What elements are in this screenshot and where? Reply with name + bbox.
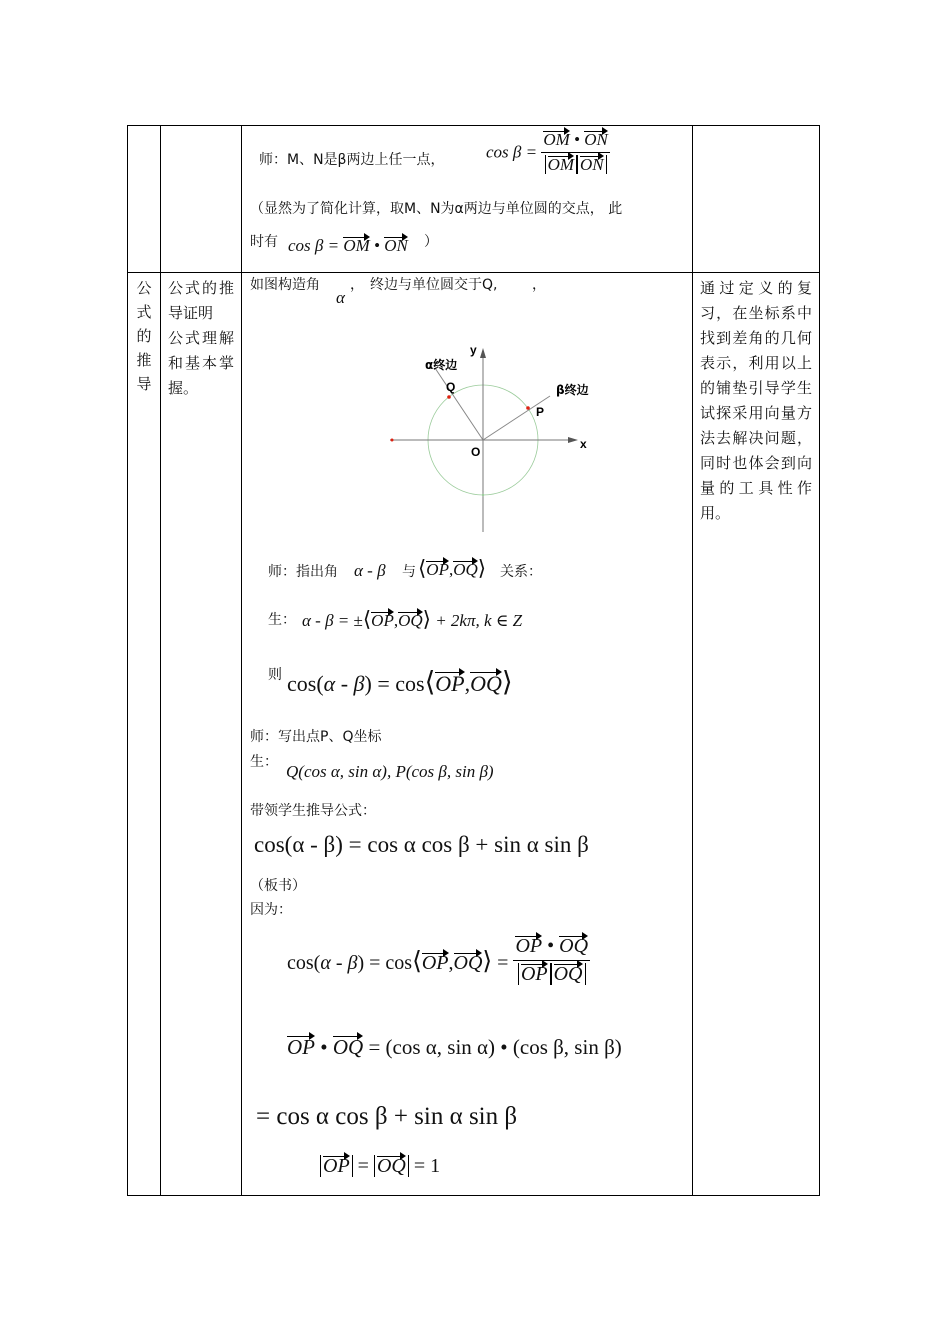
teacher-question-with: 与 <box>402 564 416 580</box>
table-bottom-border <box>127 1195 820 1196</box>
table-top-border <box>127 125 820 126</box>
student-answer-2-formula: Q(cos α, sin α), P(cos β, sin β) <box>286 762 494 781</box>
intro-tail: ， <box>532 277 546 293</box>
table-row-divider <box>127 272 820 273</box>
q-label: Q <box>446 380 456 394</box>
student-answer-1-prefix: 生： <box>268 612 296 628</box>
point-q <box>447 395 451 399</box>
table-col-divider-3 <box>692 125 693 1196</box>
label-char-3: 的 <box>136 327 152 345</box>
derivation-line-3: = cos α cos β + sin α sin β <box>256 1103 518 1130</box>
because-label: 因为： <box>250 902 292 918</box>
row1-cos-lhs: cos β = <box>486 142 538 162</box>
y-axis-label: y <box>470 343 477 357</box>
student-answer-1-formula: α - β = ±⟨OP,OQ⟩ + 2kπ, k ∈ Z <box>302 607 523 631</box>
teacher-question-2: 师：写出点P、Q坐标 <box>250 729 382 745</box>
intro-prefix: 如图构造角 <box>250 277 320 293</box>
beta-terminal-label: β终边 <box>556 383 589 397</box>
row1-fraction <box>541 130 610 175</box>
alpha-terminal-label: α终边 <box>425 358 458 372</box>
circle-bottom-mark <box>482 494 484 496</box>
table-col-divider-1 <box>160 125 161 1196</box>
main-formula: cos(α - β) = cos α cos β + sin α sin β <box>254 832 589 857</box>
label-char-4: 推 <box>136 351 152 369</box>
teacher-question-1: 师：指出角 <box>268 564 338 580</box>
x-axis-label: x <box>580 437 587 451</box>
label-char-2: 式 <box>136 303 152 321</box>
origin-label: O <box>471 445 481 459</box>
derivation-line-2: OP • OQ = (cos α, sin α) • (cos β, sin β) <box>287 1035 622 1059</box>
point-p <box>526 406 530 410</box>
objective-1: 公式的推导证明 <box>168 279 234 322</box>
x-axis-arrow <box>568 437 578 443</box>
student-answer-1-tail: + 2kπ, k ∈ Z <box>435 611 523 630</box>
alpha-terminal-side <box>435 368 483 440</box>
row1-note-close: ） <box>424 234 438 250</box>
table-left-border <box>127 125 128 1196</box>
derivation-line-1: cos(α - β) = cos⟨OP,OQ⟩ = $\frac{OP • OQ}{\text{OP OQ}}$ <box>287 935 589 985</box>
student-answer-2-prefix: 生： <box>250 754 278 770</box>
label-char-1: 公 <box>136 279 152 297</box>
row1-note-prefix: 时有 <box>250 234 278 250</box>
row1-teacher-line: 师：M、N是β两边上任一点， <box>259 152 445 168</box>
then-formula: cos(α - β) = cos⟨OP,OQ⟩ <box>287 666 513 697</box>
left-axis-point <box>391 439 394 442</box>
table-right-border <box>819 125 820 1196</box>
lead-text: 带领学生推导公式： <box>250 803 376 819</box>
then-prefix: 则 <box>268 667 282 683</box>
vec-on: ON <box>584 130 608 149</box>
y-axis-arrow <box>480 348 486 358</box>
table-col-divider-2 <box>241 125 242 1196</box>
label-char-5: 导 <box>136 375 152 393</box>
vec-on-norm: ON <box>580 155 604 174</box>
row2-objectives <box>168 276 234 401</box>
p-label: P <box>536 405 545 419</box>
objective-2: 公式理解和基本掌握。 <box>168 329 234 397</box>
row1-cos-fraction <box>486 130 610 175</box>
norm-line: OP = OQ = 1 <box>320 1155 440 1178</box>
row1-note-formula: cos β = OM • ON <box>288 236 408 255</box>
unit-circle-diagram <box>380 340 610 535</box>
vec-om-norm: OM <box>547 155 575 174</box>
intro-alpha: α <box>336 288 345 307</box>
row1-note-line1: （显然为了简化计算，取M、N为α两边与单位圆的交点， 此 <box>250 201 623 217</box>
dot-op: • <box>574 130 581 149</box>
dot-product-expansion: = (cos α, sin α) • (cos β, sin β) <box>368 1035 622 1059</box>
intro-comma: ， <box>350 277 364 293</box>
row2-design-intent: 通过定义的复习，在坐标系中找到差角的几何表示，利用以上的铺垫引导学生试探采用向量方法去解决问题，同时也体会到向量的工具性作用。 <box>700 279 812 522</box>
angle-difference: α - β <box>354 561 386 580</box>
board-note: （板书） <box>250 878 306 894</box>
vector-angle-op-oq: ⟨OP,OQ⟩ <box>418 556 487 580</box>
row2-category-label <box>133 276 155 396</box>
vec-om: OM <box>543 130 570 149</box>
intro-suffix: 终边与单位圆交于Q, <box>370 277 498 293</box>
derivation-fraction: $\frac{OP • OQ}{\text{OP OQ}}$ <box>515 935 589 985</box>
teacher-question-suffix: 关系： <box>500 564 542 580</box>
norm-value: = 1 <box>413 1155 441 1177</box>
